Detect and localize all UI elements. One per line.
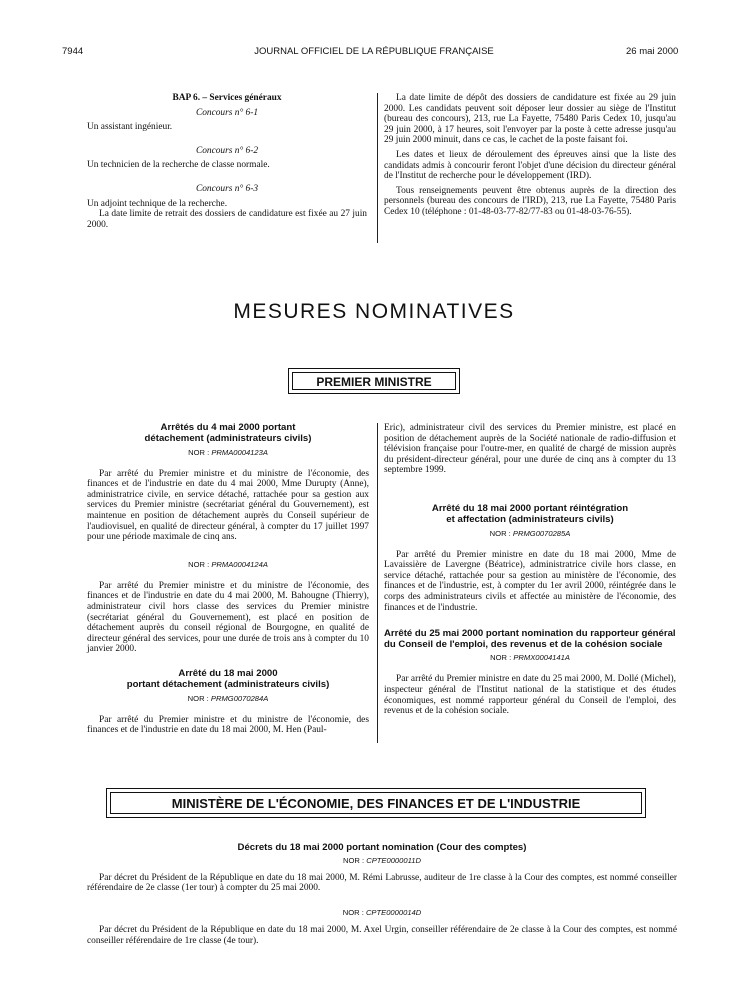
concours-6-1-title: Concours n° 6-1 (195, 107, 259, 118)
decrets-title: Décrets du 18 mai 2000 portant nomination (Cour des comptes) (237, 842, 527, 853)
journal-title: JOURNAL OFFICIEL DE LA RÉPUBLIQUE FRANÇAISE (254, 46, 494, 57)
ministere-box (106, 788, 646, 818)
decret-1-nor: NOR : CPTE0000011D (343, 855, 421, 865)
decrets-section (87, 843, 677, 946)
arrete-3-text: Par arrêté du Premier ministre et du ministre de l'économie, des finances et de l'industrie en date du 18 mai 2000, M. Hen (Paul- (87, 714, 369, 736)
arrete-1-title-line2: détachement (administrateurs civils) (144, 432, 312, 444)
pm-right-column (384, 423, 676, 717)
arrete-2-nor: NOR : PRMA0004124A (188, 559, 268, 569)
epreuves-paragraph: Les dates et lieux de déroulement des épreuves ainsi que la liste des candidats admis à concourir feront l'objet d'une décision du directeur général de l'Institut de recherche pour le développement (IRD). (384, 149, 676, 182)
renseignements-paragraph: Tous renseignements peuvent être obtenus auprès de la direction des personnels (bureau des concours de l'IRD), 213, rue La Fayette, 75480 Paris Cedex 10 (téléphone : 01-48-03-77-82/77-83 ou 01-48-03-76-55). (384, 185, 676, 217)
column-divider (377, 93, 378, 243)
arrete-3-continuation: Eric), administrateur civil des services du Premier ministre, est placé en position de détachement auprès de la Société nationale de radio-diffusion et télévision française pour l'outre-mer, en qualité de chargé de mission auprès du président-directeur général, pour une durée de cinq ans à compter du 13 septembre 1999. (384, 423, 676, 476)
arrete-4-title-line2: et affectation (administrateurs civils) (446, 513, 614, 525)
concours-6-1-text: Un assistant ingénieur. (87, 122, 173, 133)
decret-2-text: Par décret du Président de la République en date du 18 mai 2000, M. Axel Urgin, conseiller référendaire de 2e classe à la Cour des comptes, est nommé conseiller référendaire de 1re classe (4e tour). (87, 924, 677, 946)
arrete-4-nor: NOR : PRMG0070285A (489, 528, 571, 538)
concours-6-2-title: Concours n° 6-2 (195, 145, 259, 156)
arrete-5-nor: NOR : PRMX0004141A (490, 653, 570, 663)
arrete-3-title-line1: Arrêté du 18 mai 2000 (178, 667, 278, 679)
decret-1-text: Par décret du Président de la République en date du 18 mai 2000, M. Rémi Labrusse, auditeur de 1re classe à la Cour des comptes, est nommé conseiller référendaire de 2e classe (1er tour) à compter du 25 mai 2000. (87, 872, 677, 894)
decret-2-nor: NOR : CPTE0000014D (342, 907, 422, 917)
arrete-4-text: Par arrêté du Premier ministre en date du 18 mai 2000, Mme de Lavaissière de Lavergne (Béatrice), administratrice civile hors classe, en service détaché, rattachée pour sa gestion au ministère de l'économie, des finances et de l'industrie, est, à compter du 1er avril 2000, réintégrée dans le corps des administrateurs civils et affectée au ministère de l'économie, des finances et de l'industrie. (384, 549, 676, 613)
bap-title: BAP 6. – Services généraux (172, 93, 282, 103)
pm-left-column (87, 423, 369, 736)
concours-6-2-text: Un technicien de la recherche de classe normale. (87, 160, 270, 171)
top-left-column (87, 93, 367, 230)
ministere-title: MINISTÈRE DE L'ÉCONOMIE, DES FINANCES ET DE L'INDUSTRIE (110, 792, 642, 814)
page-number: 7944 (62, 46, 84, 57)
premier-ministre-box (288, 368, 460, 394)
section-title: MESURES NOMINATIVES (233, 300, 515, 323)
arrete-3-nor: NOR : PRMG0070284A (187, 693, 269, 703)
arrete-1-title-line1: Arrêtés du 4 mai 2000 portant (160, 422, 296, 433)
arrete-4-title-line1: Arrêté du 18 mai 2000 portant réintégration (431, 502, 629, 514)
column-divider (377, 423, 378, 743)
arrete-2-text: Par arrêté du Premier ministre et du ministre de l'économie, des finances et de l'industrie en date du 4 mai 2000, M. Bahougne (Thierry), administrateur civil hors classe des services du Premier ministre (secrétariat général du Gouvernement), est placé en position de détachement auprès du conseil régional de Bourgogne, en qualité de directeur général des services, pour une durée de trois ans à compter du 10 janvier 2000. (87, 580, 369, 655)
arrete-1-nor: NOR : PRMA0004123A (188, 447, 268, 457)
depot-paragraph: La date limite de dépôt des dossiers de candidature est fixée au 29 juin 2000. Les candidats peuvent soit déposer leur dossier au siège de l'Institut (bureau des concours), 213, rue La Fayette, 75480 Paris Cedex 10, jusqu'au 29 juin 2000, à 17 heures, soit l'envoyer par la poste à cette adresse jusqu'au 29 juin 2000 minuit, dans ce cas, le cachet de la poste faisant foi. (384, 93, 676, 146)
top-right-column (384, 93, 676, 218)
concours-6-3-title: Concours n° 6-3 (195, 183, 259, 194)
premier-ministre-title: PREMIER MINISTRE (292, 372, 456, 390)
arrete-5-title: Arrêté du 25 mai 2000 portant nomination du rapporteur général du Conseil de l'emploi, des revenus et de la cohésion sociale (384, 628, 676, 650)
arrete-1-text: Par arrêté du Premier ministre et du ministre de l'économie, des finances et de l'industrie en date du 4 mai 2000, Mme Durupty (Anne), administratrice civile, en service détaché, rattachée pour sa gestion aux services du Premier ministre (secrétariat général du Gouvernement), est maintenue en position de détachement auprès du Conseil supérieur de l'audiovisuel, en qualité de directeur général, à compter du 17 juillet 1997 pour une période maximale de cinq ans. (87, 468, 369, 543)
deadline-retrait: La date limite de retrait des dossiers de candidature est fixée au 27 juin 2000. (87, 209, 367, 230)
header-date: 26 mai 2000 (626, 46, 679, 57)
arrete-5-text: Par arrêté du Premier ministre en date du 25 mai 2000, M. Dollé (Michel), inspecteur général de l'Institut national de la statistique et des études économiques, est nommé rapporteur général du Conseil de l'emploi, des revenus et de la cohésion sociale. (384, 674, 676, 717)
arrete-3-title-line2: portant détachement (administrateurs civils) (126, 678, 330, 690)
concours-6-3-text: Un adjoint technique de la recherche. (87, 198, 228, 209)
